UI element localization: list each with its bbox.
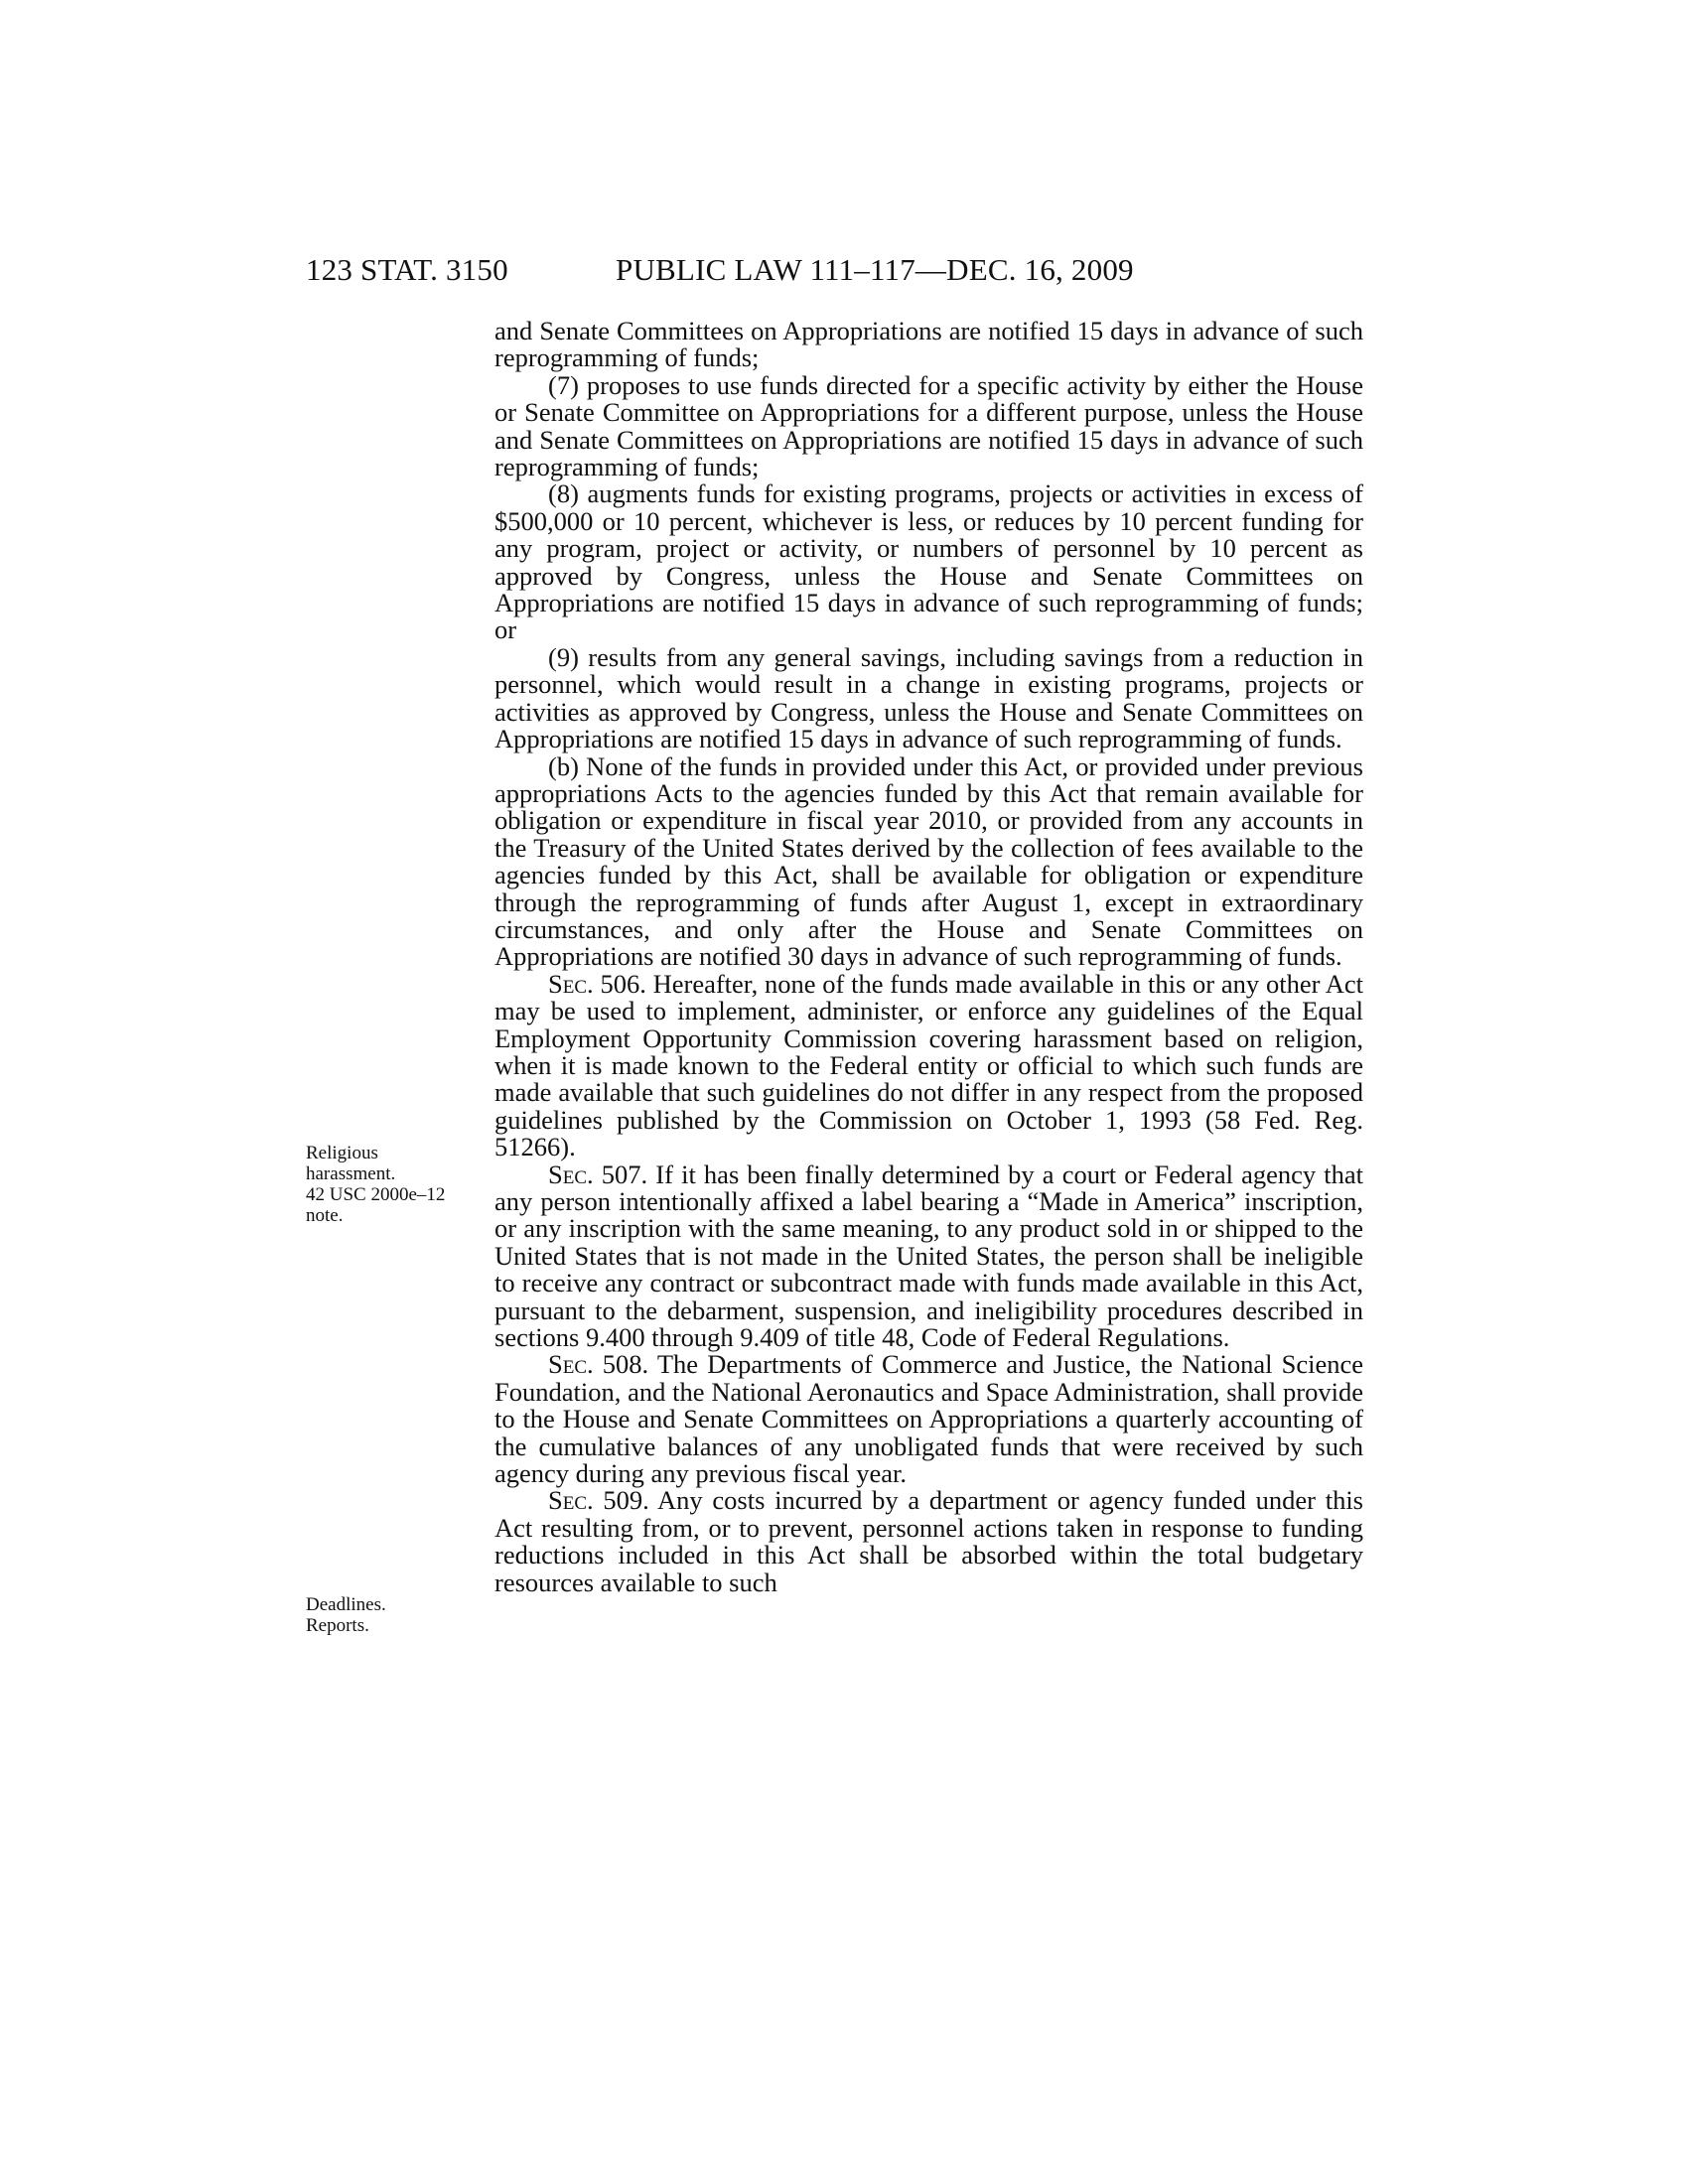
section-text: 506. Hereafter, none of the funds made available in this or any other Act may be used to implement, administer, or enforce any guidelines of the Equal Employment Opportunity Commission covering harassment based on religion, when it is made known to the Federal entity or official to which such funds are made available that such guidelines do not differ in any respect from the proposed guidelines published by the Commission on October 1, 1993 (58 Fed. Reg. 51266). xyxy=(494,968,1363,1162)
section-509 xyxy=(494,1487,1363,1596)
margin-note-line: 42 USC 2000e–12 xyxy=(306,1184,446,1205)
statute-body xyxy=(494,318,1363,1596)
margin-note-line: Religious xyxy=(306,1143,378,1163)
margin-note-religious-harassment xyxy=(306,1143,475,1226)
page-header xyxy=(0,252,1688,292)
margin-note-line: Deadlines. xyxy=(306,1594,386,1615)
margin-note-line: Reports. xyxy=(306,1615,369,1636)
paragraph-continuation: and Senate Committees on Appropriations are notified 15 days in advance of such reprogramming of funds; xyxy=(494,316,1363,373)
margin-note-line: note. xyxy=(306,1205,344,1226)
section-label: Sec. xyxy=(548,1485,594,1516)
section-text: 507. If it has been finally determined by a court or Federal agency that any person intentionally affixed a label bearing a “Made in America” inscription, or any inscription with the same meaning, to any product sold in or shipped to the United States that is not made in the United States, the person shall be ineligible to receive any contract or subcontract made with funds made available in this Act, pursuant to the debarment, suspension, and ineligibility procedures described in sections 9.400 through 9.409 of title 48, Code of Federal Regulations. xyxy=(494,1159,1363,1353)
section-text: 509. Any costs incurred by a department or agency funded under this Act resulting from, or to prevent, personnel actions taken in response to funding reductions included in this Act shall be absorbed within the total budgetary resources available to such xyxy=(494,1485,1363,1597)
section-label: Sec. xyxy=(548,968,594,999)
paragraph-8: (8) augments funds for existing programs, projects or activities in excess of $500,000 or 10 percent, whichever is less, or reduces by 10 percent funding for any program, project or activity, or numbers of personnel by 10 percent as approved by Congress, unless the House and Senate Committees on Appropriations are notified 15 days in advance of such reprogramming of funds; or xyxy=(494,478,1363,645)
statute-citation: 123 STAT. 3150 xyxy=(306,252,508,287)
public-law-title: PUBLIC LAW 111–117—DEC. 16, 2009 xyxy=(616,252,1134,287)
paragraph-7: (7) proposes to use funds directed for a specific activity by either the House or Senate Committee on Appropriations for a different purpose, unless the House and Senate Committees on Appropriations are notified 15 days in advance of such reprogramming of funds; xyxy=(494,369,1363,482)
subsection-b: (b) None of the funds in provided under this Act, or provided under previous appropriations Acts to the agencies funded by this Act that remain available for obligation or expenditure in fiscal year 2010, or provided from any accounts in the Treasury of the United States derived by the collection of fees available to the agencies funded by this Act, shall be available for obligation or expenditure through the reprogramming of funds after August 1, except in extraordinary circumstances, and only after the House and Senate Committees on Appropriations are notified 30 days in advance of such reprogramming of funds. xyxy=(494,751,1363,972)
section-507 xyxy=(494,1161,1363,1352)
section-label: Sec. xyxy=(548,1349,594,1380)
paragraph-9: (9) results from any general savings, including savings from a reduction in personnel, which would result in a change in existing programs, projects or activities as approved by Congress, unless the House and Senate Committees on Appropriations are notified 15 days in advance of such reprogramming of funds. xyxy=(494,641,1363,754)
section-506 xyxy=(494,968,1363,1162)
section-508 xyxy=(494,1351,1363,1487)
margin-note-deadlines-reports xyxy=(306,1594,475,1636)
section-text: 508. The Departments of Commerce and Justice, the National Science Foundation, and the National Aeronautics and Space Administration, shall provide to the House and Senate Committees on Appropriations a quarterly accounting of the cumulative balances of any unobligated funds that were received by such agency during any previous fiscal year. xyxy=(494,1349,1363,1489)
margin-note-line: harassment. xyxy=(306,1163,396,1184)
section-label: Sec. xyxy=(548,1159,594,1189)
